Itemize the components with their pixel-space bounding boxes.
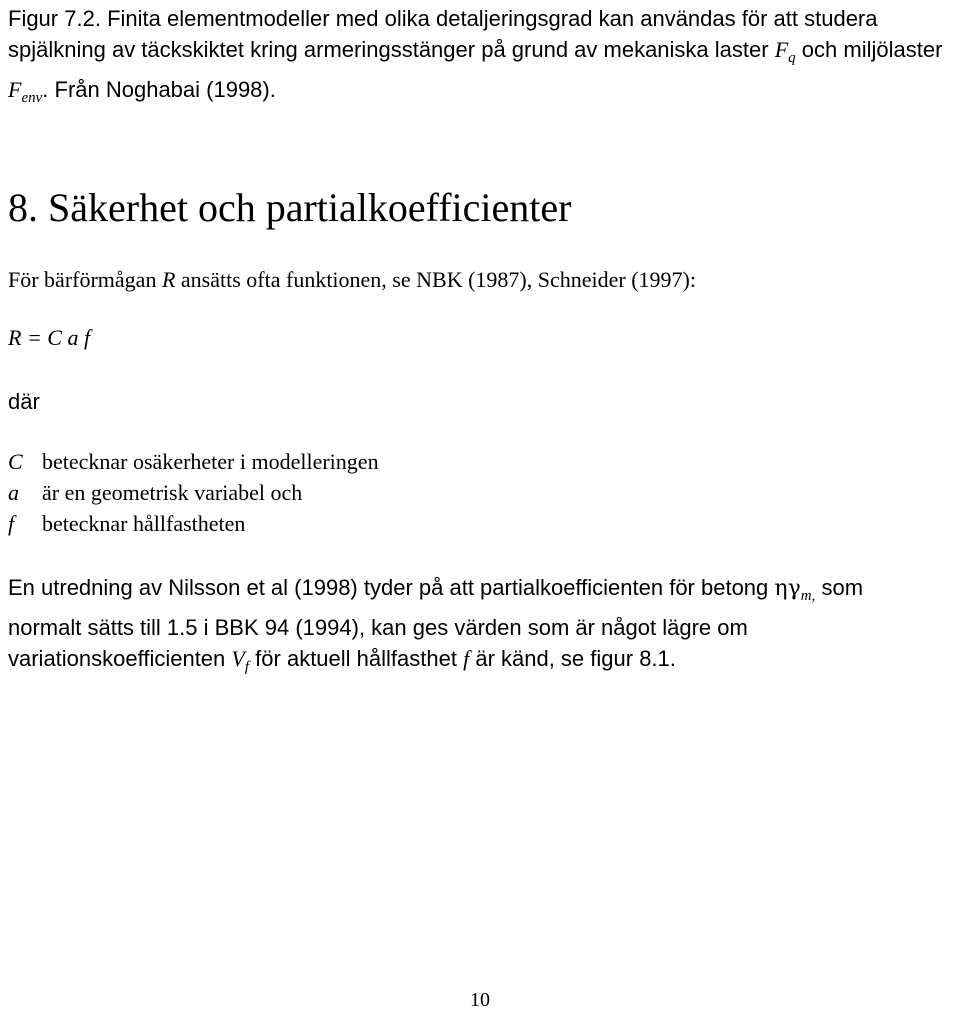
definition-item [8, 477, 379, 508]
intro-text-1: För bärförmågan [8, 267, 157, 292]
paragraph-line1-end: som [821, 575, 864, 600]
definition-text: är en geometrisk variabel och [42, 480, 303, 505]
greek-symbol: ηγ [774, 576, 801, 601]
paragraph-line3-text-1: variationskoefficienten [8, 646, 226, 671]
formula: R = C a f [8, 325, 91, 350]
paragraph-var-v: V [231, 646, 245, 671]
definition-symbol: f [8, 511, 15, 536]
paragraph-line3-text-3: är känd, se figur 8.1. [475, 646, 676, 671]
paragraph-line-1 [8, 572, 958, 612]
definition-item [8, 508, 379, 539]
intro-text [8, 266, 696, 294]
intro-var-r: R [161, 267, 176, 292]
paragraph-sub-m: m, [800, 588, 816, 604]
intro-text-2: ansätts ofta funktionen, se NBK (1987), Schneider (1997): [180, 267, 696, 292]
caption-sub-q: q [788, 50, 796, 66]
caption-var-fenv: F [8, 77, 22, 102]
caption-text-2: och miljölaster [801, 37, 943, 62]
caption-sub-env: env [21, 90, 43, 106]
paragraph-line-3 [8, 643, 958, 683]
where-label: där [8, 389, 40, 414]
definition-text: betecknar hållfastheten [42, 511, 246, 536]
paragraph-sub-f: f [244, 659, 250, 675]
caption-label: Figur 7.2. [8, 6, 101, 31]
definition-item [8, 446, 379, 477]
caption-text-3: . Från Noghabai (1998). [42, 77, 276, 102]
definition-text: betecknar osäkerheter i modelleringen [42, 449, 379, 474]
definition-symbol: a [8, 480, 19, 505]
section-heading: 8. Säkerhet och partialkoefficienter [8, 185, 572, 230]
paragraph-line-2: normalt sätts till 1.5 i BBK 94 (1994), kan ges värden som är något lägre om [8, 615, 748, 640]
caption-var-fq: F [774, 37, 789, 62]
body-paragraph [8, 572, 958, 683]
caption-text-1: Finita elementmodeller med olika detaljeringsgrad kan användas för att studera spjälkning av täckskiktet kring armeringsstänger på grund av mekaniska laster [8, 6, 878, 62]
definition-list [8, 446, 379, 539]
figure-caption [8, 3, 953, 114]
paragraph-var-f: f [463, 646, 470, 671]
paragraph-line3-text-2: för aktuell hållfasthet [255, 646, 457, 671]
paragraph-line1-text: En utredning av Nilsson et al (1998) tyder på att partialkoefficienten för betong [8, 575, 769, 600]
page-number: 10 [470, 989, 490, 1011]
definition-symbol: C [8, 449, 23, 474]
